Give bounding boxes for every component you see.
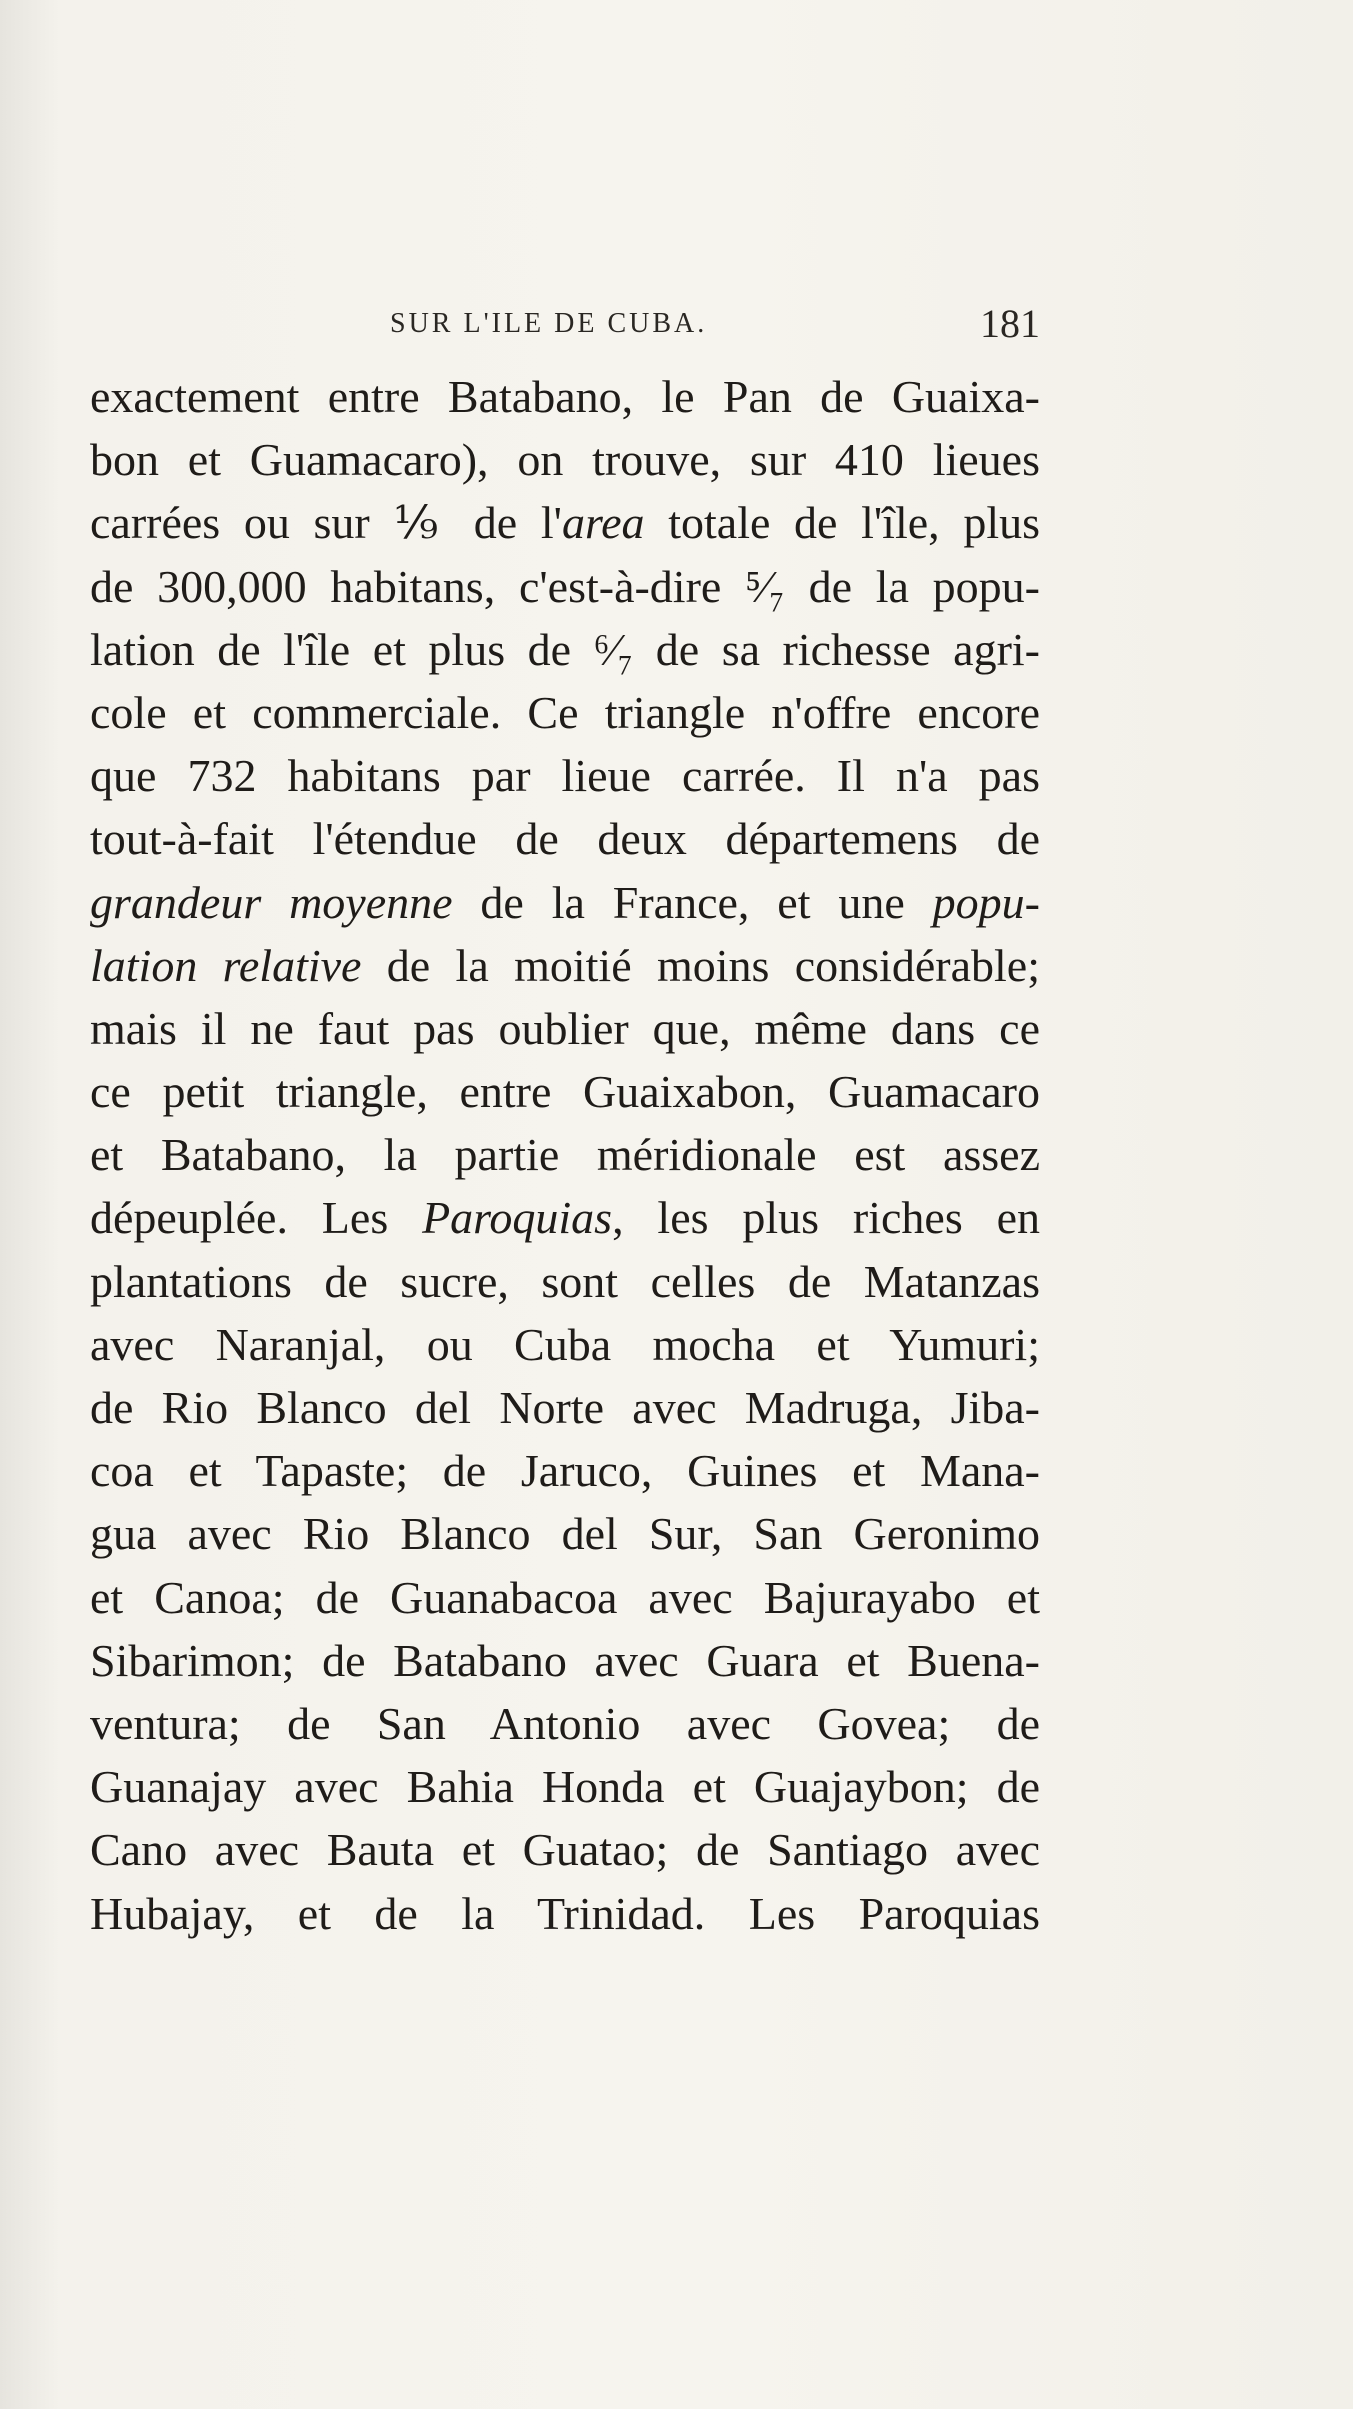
- text-segment: et Canoa; de Guanabacoa avec Bajurayabo et: [90, 1571, 1040, 1623]
- italic-text: Paroquias: [422, 1192, 613, 1244]
- running-title: SUR L'ILE DE CUBA.: [390, 308, 708, 339]
- text-segment: , les plus riches en: [612, 1192, 1040, 1244]
- page-number: 181: [980, 301, 1040, 346]
- text-segment: coa et Tapaste; de Jaruco, Guines et Mana-: [90, 1445, 1040, 1497]
- text-line: [90, 1060, 1040, 1123]
- text-line: [90, 1692, 1040, 1755]
- text-line: [90, 681, 1040, 744]
- text-line: [90, 491, 1040, 554]
- text-segment: Sibarimon; de Batabano avec Guara et Buena-: [90, 1634, 1040, 1686]
- text-segment: et Batabano, la partie méridionale est assez: [90, 1129, 1040, 1181]
- text-segment: Cano avec Bauta et Guatao; de Santiago avec: [90, 1824, 1040, 1876]
- text-segment: bon et Guamacaro), on trouve, sur 410 lieues: [90, 434, 1040, 486]
- text-segment: Hubajay, et de la Trinidad. Les Paroquias: [90, 1887, 1040, 1939]
- text-line: [90, 997, 1040, 1060]
- text-line: [90, 555, 1040, 618]
- text-segment: tout-à-fait l'étendue de deux départemens de: [90, 813, 1040, 865]
- text-segment: plantations de sucre, sont celles de Matanzas: [90, 1255, 1040, 1307]
- running-head: [90, 300, 1040, 350]
- text-line: [90, 1818, 1040, 1881]
- text-segment: carrées ou sur ⅑ de l': [90, 497, 562, 549]
- text-line: [90, 1439, 1040, 1502]
- text-line: [90, 428, 1040, 491]
- text-segment: que 732 habitans par lieue carrée. Il n'a pas: [90, 750, 1040, 802]
- text-segment: lation de l'île et plus de ⁶⁄₇ de sa richesse agri-: [90, 623, 1040, 675]
- text-segment: exactement entre Batabano, le Pan de Guaixa-: [90, 371, 1040, 422]
- text-segment: dépeuplée. Les: [90, 1192, 423, 1244]
- text-segment: totale de l'île, plus: [644, 497, 1041, 549]
- text-segment: ce petit triangle, entre Guaixabon, Guamacaro: [90, 1066, 1040, 1118]
- italic-text: area: [561, 497, 645, 549]
- text-segment: avec Naranjal, ou Cuba mocha et Yumuri;: [90, 1318, 1040, 1370]
- text-line: [90, 1882, 1040, 1945]
- text-segment: Guanajay avec Bahia Honda et Guajaybon; de: [90, 1761, 1040, 1813]
- text-segment: de la moitié moins considérable;: [361, 939, 1040, 991]
- text-line: [90, 807, 1040, 870]
- text-line: [90, 1566, 1040, 1629]
- text-segment: de 300,000 habitans, c'est-à-dire ⁵⁄₇ de la popu-: [90, 560, 1040, 612]
- text-line: [90, 1313, 1040, 1376]
- text-line: [90, 1186, 1040, 1249]
- text-line: [90, 618, 1040, 681]
- text-line: [90, 871, 1040, 934]
- body-text: [90, 365, 1040, 1945]
- text-segment: gua avec Rio Blanco del Sur, San Geronimo: [90, 1508, 1040, 1560]
- text-line: [90, 1250, 1040, 1313]
- text-line: [90, 1755, 1040, 1818]
- text-segment: de Rio Blanco del Norte avec Madruga, Jiba-: [90, 1382, 1040, 1433]
- text-segment: ventura; de San Antonio avec Govea; de: [90, 1697, 1040, 1749]
- text-segment: de la France, et une: [452, 876, 933, 928]
- text-line: [90, 1629, 1040, 1692]
- text-line: [90, 1502, 1040, 1565]
- text-line: [90, 1376, 1040, 1439]
- text-segment: mais il ne faut pas oublier que, même dans ce: [90, 1002, 1040, 1054]
- text-line: [90, 744, 1040, 807]
- italic-text: grandeur moyenne: [90, 876, 453, 928]
- italic-text: popu-: [932, 876, 1040, 928]
- italic-text: lation relative: [90, 939, 362, 991]
- text-segment: cole et commerciale. Ce triangle n'offre encore: [90, 686, 1040, 738]
- text-line: [90, 1123, 1040, 1186]
- text-line: [90, 934, 1040, 997]
- text-line: [90, 365, 1040, 428]
